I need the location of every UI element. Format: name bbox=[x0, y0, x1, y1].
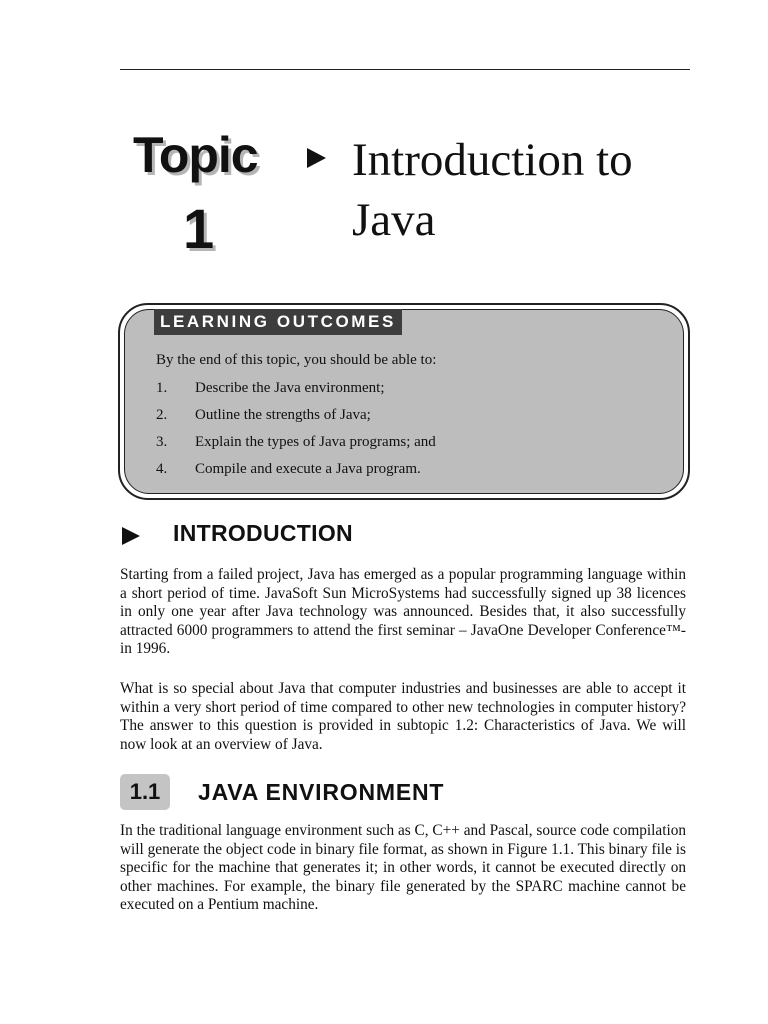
list-item-number: 2. bbox=[156, 407, 168, 423]
introduction-paragraph-2: What is so special about Java that computer industries and businesses are able to accept it within a very short period of time compared to other new technologies in computer history? The answer to this question is provided in subtopic 1.2: Characteristics of Java. We will now look at an overview of Java. bbox=[120, 680, 686, 753]
introduction-paragraph-1: Starting from a failed project, Java has emerged as a popular programming language within a short period of time. JavaSoft Sun MicroSystems had successfully signed up 38 licences in only one year after Java technology was announced. Besides that, it also successfully attracted 6000 programmers to attend the first seminar – JavaOne Developer Conference™-in 1996. bbox=[120, 566, 686, 658]
list-item-number: 1. bbox=[156, 380, 168, 396]
list-item-text: Describe the Java environment; bbox=[195, 380, 385, 396]
list-item-number: 3. bbox=[156, 434, 168, 450]
introduction-heading: INTRODUCTION bbox=[173, 520, 353, 546]
list-item bbox=[156, 405, 436, 432]
list-item-number: 4. bbox=[156, 461, 168, 477]
top-rule bbox=[120, 69, 690, 70]
topic-number: 1 bbox=[183, 197, 215, 260]
learning-outcomes-heading: LEARNING OUTCOMES bbox=[154, 309, 402, 335]
page-title: Introduction to Java bbox=[352, 134, 633, 246]
list-item bbox=[156, 378, 436, 405]
section-number-badge: 1.1 bbox=[120, 774, 170, 810]
list-item bbox=[156, 432, 436, 459]
list-item-text: Explain the types of Java programs; and bbox=[195, 434, 436, 450]
list-item-text: Outline the strengths of Java; bbox=[195, 407, 371, 423]
list-item bbox=[156, 459, 436, 486]
triangle-right-icon bbox=[307, 148, 326, 168]
list-item-text: Compile and execute a Java program. bbox=[195, 461, 421, 477]
topic-label: Topic bbox=[133, 127, 258, 183]
java-environment-paragraph: In the traditional language environment such as C, C++ and Pascal, source code compilation will generate the object code in binary file format, as shown in Figure 1.1. This binary file is specific for the machine that generates it; in other words, it cannot be executed directly on other machines. For example, the binary file generated by the SPARC machine cannot be executed on a Pentium machine. bbox=[120, 822, 686, 914]
learning-outcomes-list bbox=[156, 378, 436, 486]
triangle-right-icon bbox=[122, 527, 140, 545]
java-environment-heading: JAVA ENVIRONMENT bbox=[198, 779, 445, 805]
learning-outcomes-intro: By the end of this topic, you should be able to: bbox=[156, 352, 437, 368]
